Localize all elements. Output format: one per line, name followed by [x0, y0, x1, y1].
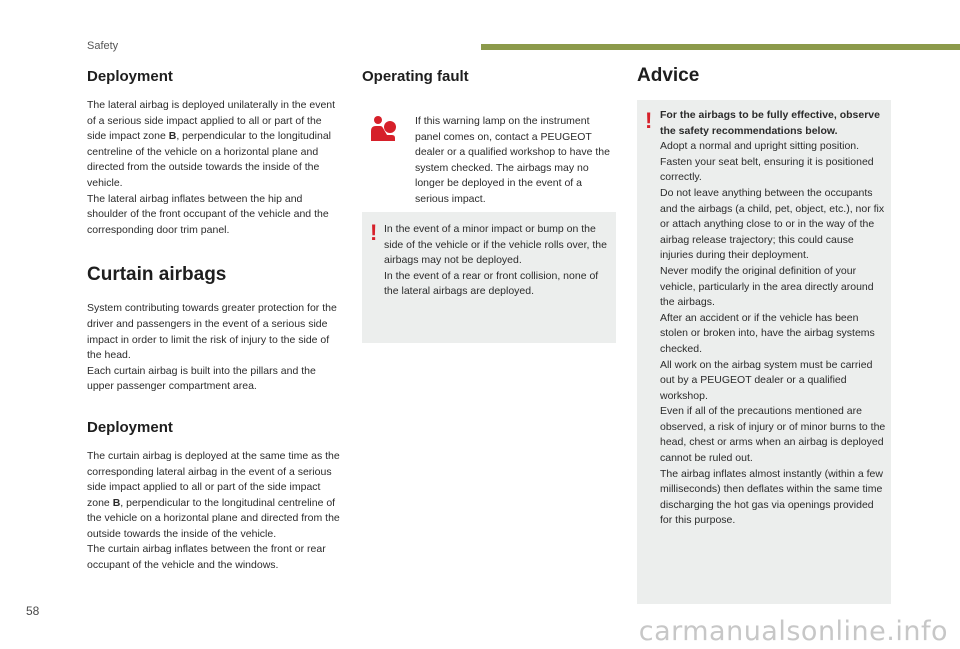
minor-impact-note-text: In the event of a minor impact or bump on the side of the vehicle or if the vehicle rolls over, the airbags may not be deployed. In the event of a rear or front collision, none of the lateral airbags are deployed. — [384, 223, 607, 298]
minor-impact-note — [362, 212, 616, 343]
column-left — [87, 68, 342, 574]
curtain-airbags-heading: Curtain airbags — [87, 264, 227, 286]
operating-fault-row — [362, 85, 617, 205]
watermark: carmanualsonline.info — [638, 616, 948, 647]
deployment-curtain-heading: Deployment — [87, 418, 173, 436]
deployment-curtain-text: The curtain airbag is deployed at the same time as the corresponding lateral airbag in the event of a serious side impact applied to all or part of the side impact zone B, perpendicular to the longitudinal centreline of the vehicle on a horizontal plane and directed from the outside towards the inside of the vehicle. The curtain airbag inflates between the front or rear occupant of the vehicle and the windows. — [87, 449, 340, 572]
page-number: 58 — [26, 604, 40, 618]
column-right — [637, 65, 892, 87]
advice-box — [637, 100, 891, 604]
header-label: Safety — [87, 40, 119, 52]
column-middle — [362, 68, 617, 205]
header-bar — [481, 44, 960, 50]
advice-heading: Advice — [637, 65, 700, 86]
warning-exclamation-icon: ! — [370, 220, 378, 245]
deployment-lateral-text: The lateral airbag is deployed unilaterally in the event of a serious side impact applied to all or part of the side impact zone B, perpendicular to the longitudinal centreline of the vehicle on a horizontal plane and directed from the outside towards the inside of the vehicle. The lateral airbag inflates between the hip and shoulder of the front occupant of the vehicle and the corresponding door trim panel. — [87, 99, 336, 236]
curtain-airbags-text: System contributing towards greater protection for the driver and passengers in the event of a serious side impact in order to limit the risk of injury to the side of the head. Each curtain airbag is built into the pillars and the upper passenger compartment area. — [87, 302, 337, 393]
deployment-lateral-heading: Deployment — [87, 68, 173, 85]
advice-bold-intro: For the airbags to be fully effective, observe the safety recommendations below. — [660, 109, 880, 137]
operating-fault-heading: Operating fault — [362, 68, 469, 85]
advice-text: Adopt a normal and upright sitting position. Fasten your seat belt, ensuring it is positioned correctly. Do not leave anything between the occupants and the airbags (a child, pet, object, etc.), nor fix or attach anything close to or in the way of the airbag release trajectory; this could cause injuries during their deployment. Never modify the original definition of your vehicle, particularly in the area directly around the airbags. After an accident or if the vehicle has been stolen or broken into, have the airbag systems checked. All work on the airbag system must be carried out by a PEUGEOT dealer or a qualified workshop. Even if all of the precautions mentioned are observed, a risk of injury or of minor burns to the head, chest or arms when an airbag is deployed cannot be ruled out. The airbag inflates almost instantly (within a few milliseconds) then deflates within the same time discharging the hot gas via openings provided for this purpose. — [660, 140, 886, 527]
operating-fault-text: If this warning lamp on the instrument panel comes on, contact a PEUGEOT dealer or a qualified workshop to have the system checked. The airbags may no longer be deployed in the event of a serious impact. — [415, 115, 610, 205]
advice-exclamation-icon: ! — [645, 108, 653, 133]
airbag-warning-lamp-icon — [368, 115, 398, 145]
advice-content — [660, 108, 887, 529]
